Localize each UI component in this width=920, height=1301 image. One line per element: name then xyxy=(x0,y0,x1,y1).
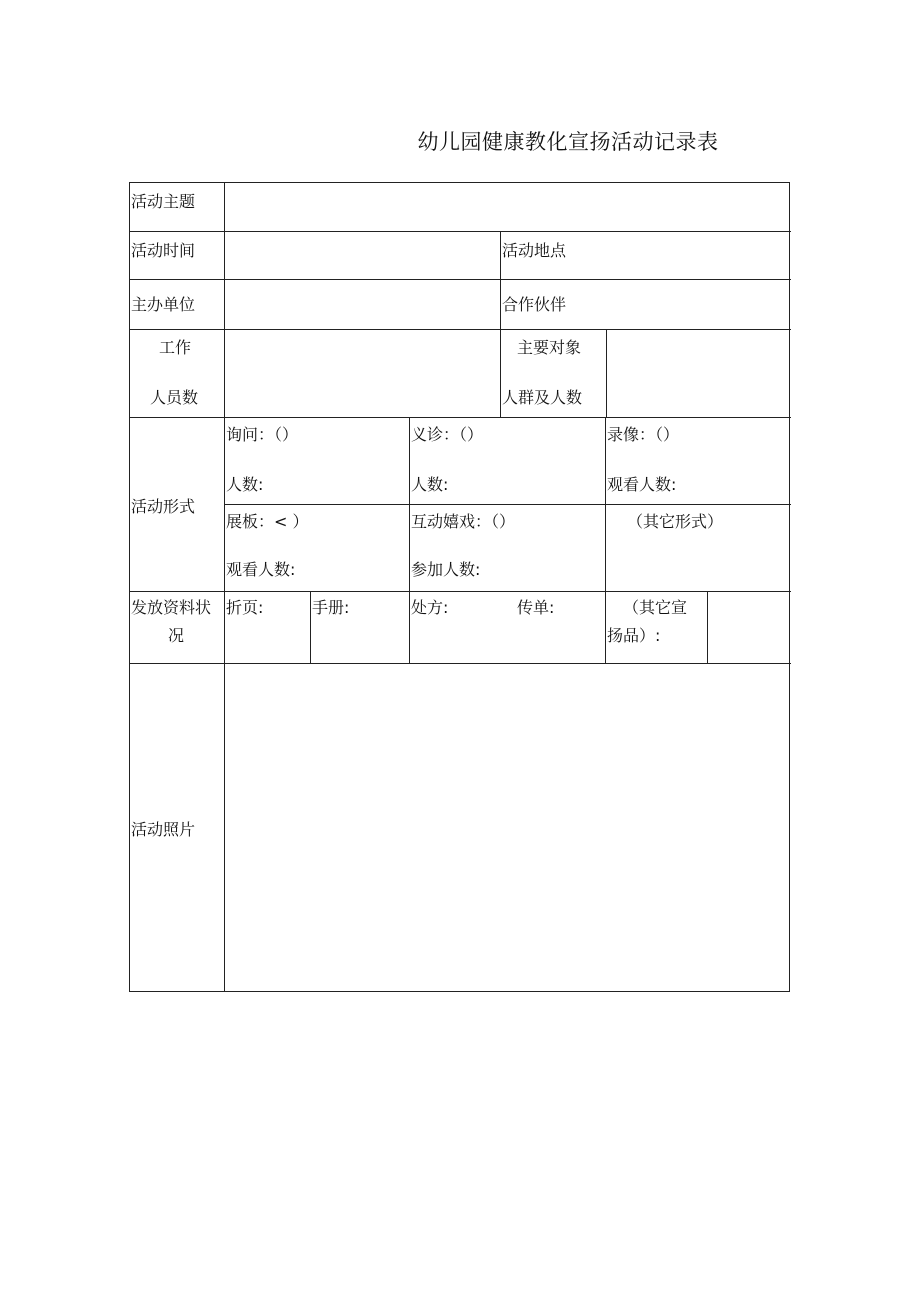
host-field[interactable] xyxy=(226,281,499,328)
column-divider xyxy=(224,183,225,991)
column-divider xyxy=(606,329,607,417)
staff-label-line2: 人员数 xyxy=(150,388,199,407)
photos-label: 活动照片 xyxy=(131,820,196,839)
column-divider xyxy=(500,231,501,417)
row-divider xyxy=(130,279,791,280)
theme-field[interactable] xyxy=(226,184,789,230)
other-materials-line2: 扬品）: xyxy=(607,626,661,645)
partner-label: 合作伙伴 xyxy=(502,295,567,314)
exhibit-count: 观看人数: xyxy=(226,560,296,579)
target-field[interactable] xyxy=(608,331,789,416)
fold-label: 折页: xyxy=(226,598,264,617)
booklet-label: 手册: xyxy=(312,598,350,617)
materials-label-line2: 况 xyxy=(168,626,185,645)
forms-label: 活动形式 xyxy=(131,497,196,516)
row-divider xyxy=(130,591,791,592)
prescription-label: 处方: xyxy=(411,598,449,617)
record-table xyxy=(129,182,790,992)
form-title: 幼儿园健康教化宣扬活动记录表 xyxy=(417,130,719,154)
inquiry-label: 询问：（） xyxy=(226,425,299,444)
time-field[interactable] xyxy=(226,233,499,278)
exhibit-label: 展板：< ） xyxy=(226,512,309,531)
flyer-label: 传单: xyxy=(517,598,555,617)
place-field[interactable] xyxy=(610,233,789,278)
host-label: 主办单位 xyxy=(131,295,196,314)
staff-field[interactable] xyxy=(226,331,499,416)
video-count: 观看人数: xyxy=(607,475,677,494)
photos-area[interactable] xyxy=(226,665,789,990)
theme-label: 活动主题 xyxy=(131,192,196,211)
inquiry-count: 人数: xyxy=(226,475,264,494)
game-label: 互动嬉戏：（） xyxy=(411,512,516,531)
clinic-label: 义诊：（） xyxy=(411,425,484,444)
video-label: 录像：（） xyxy=(607,425,680,444)
staff-label-line1: 工作 xyxy=(159,338,192,357)
partner-field[interactable] xyxy=(610,281,789,328)
row-divider xyxy=(225,504,791,505)
row-divider xyxy=(130,231,791,232)
column-divider xyxy=(605,417,606,663)
game-count: 参加人数: xyxy=(411,560,481,579)
target-label-line1: 主要对象 xyxy=(517,338,582,357)
row-divider xyxy=(130,329,791,330)
place-label: 活动地点 xyxy=(502,241,567,260)
target-label-line2: 人群及人数 xyxy=(502,388,583,407)
row-divider xyxy=(130,417,791,418)
row-divider xyxy=(130,663,791,664)
other-materials-field[interactable] xyxy=(709,593,789,662)
clinic-count: 人数: xyxy=(411,475,449,494)
other-form-label: （其它形式） xyxy=(627,512,724,531)
column-divider xyxy=(409,417,410,663)
materials-label-line1: 发放资料状 xyxy=(131,598,212,617)
other-materials-line1: （其它宣 xyxy=(623,598,688,617)
time-label: 活动时间 xyxy=(131,241,196,260)
column-divider xyxy=(707,591,708,663)
column-divider xyxy=(310,591,311,663)
